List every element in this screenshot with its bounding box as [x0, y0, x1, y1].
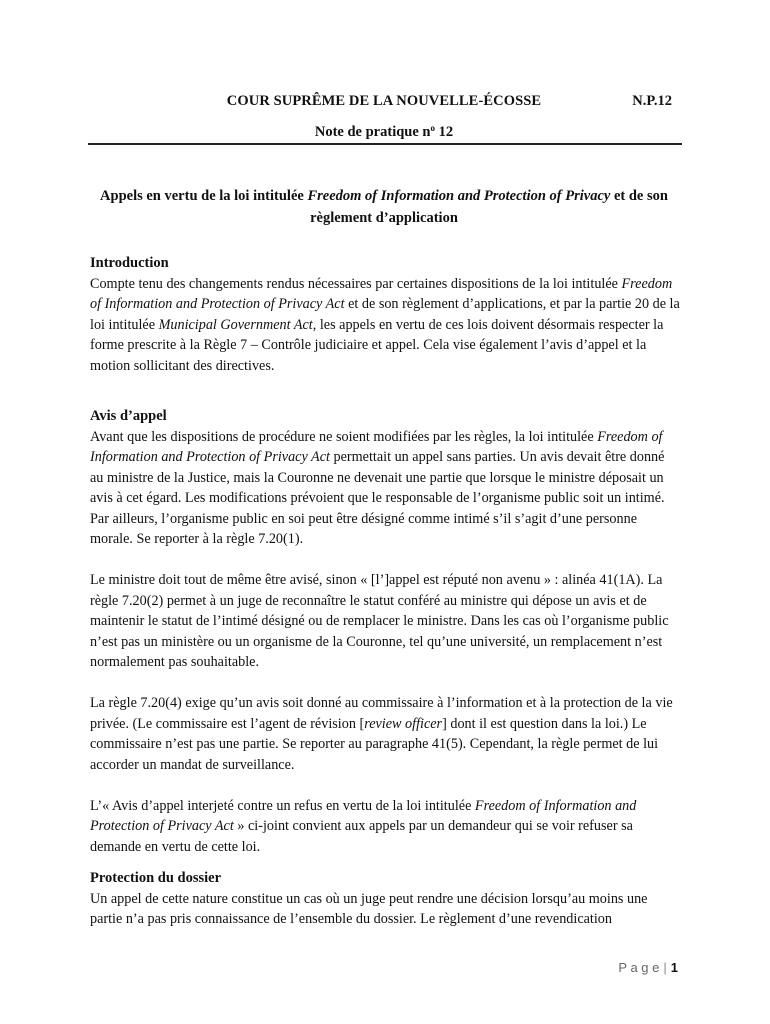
italic-run: Freedom of Information and Protection of Privacy Act [90, 428, 663, 465]
section-introduction [90, 253, 680, 376]
italic-run: Municipal Government Act [158, 316, 313, 333]
text-run: La règle 7.20(4) exige qu’un avis soit donné au commissaire à l’information et à la protection de la vie privée. (Le commissaire est l’agent de révision [ [90, 695, 673, 732]
paragraph [90, 427, 680, 550]
text-run: Compte tenu des changements rendus nécessaires par certaines dispositions de la loi intitulée [90, 275, 622, 292]
italic-run: Freedom of Information and Protection of Privacy Act [90, 275, 673, 312]
text-run: permettait un appel sans parties. Un avis devait être donné au ministre de la Justice, mais la Couronne ne devenait une partie que lorsque le ministre déposait un avis à cet égard. Les modifications prévoient que le responsable de l’organisme public soit un intimé. Par ailleurs, l’organisme public en soi peut être désigné comme intimé s’il s’agit d’une personne morale. Se reporter à la règle 7.20(1). [90, 449, 665, 547]
text-run: et de son règlement d’applications, et par la partie 20 de la loi intitulée [90, 296, 680, 333]
title-act-name: Freedom of Information and Protection of Privacy [307, 188, 611, 204]
paragraph: Le ministre doit tout de même être avisé, sinon « [l’]appel est réputé non avenu » : alinéa 41(1A). La règle 7.20(2) permet à un juge de reconnaître le statut conféré au ministre qui dépose un avis et de maintenir le statut de l’intimé désigné ou de remplacer le ministre. Dans les cas où l’organisme public n’est pas un ministère ou un organisme de la Couronne, tel qu’une université, un remplacement n’est normalement pas souhaitable. [90, 572, 669, 670]
section-heading: Protection du dossier [90, 870, 222, 886]
court-name: COUR SUPRÊME DE LA NOUVELLE-ÉCOSSE [226, 93, 542, 109]
page-number: 1 [670, 960, 678, 975]
header-divider [88, 143, 682, 145]
italic-run: Freedom of Information and Protection of Privacy Act [90, 797, 637, 834]
text-run: » ci-joint convient aux appels par un demandeur qui se voir refuser sa demande en vertu de cette loi. [90, 818, 633, 855]
text-run: L’« Avis d’appel interjeté contre un refus en vertu de la loi intitulée [90, 797, 475, 814]
italic-run: review officer [364, 715, 443, 732]
practice-note-code: N.P.12 [632, 93, 672, 109]
text-run: , les appels en vertu de ces lois doivent désormais respecter la forme prescrite à la Règle 7 – Contrôle judiciaire et appel. Cela vise également l’avis d’appel et la motion sollicitant des directives. [90, 316, 664, 374]
page-separator: | [663, 960, 667, 975]
title-part-2: et de son règlement d’application [310, 188, 668, 226]
paragraph [90, 274, 680, 377]
section-heading: Avis d’appel [90, 408, 167, 424]
practice-note-superscript: o [430, 123, 435, 133]
section-heading: Introduction [90, 255, 169, 271]
text-run: ] dont il est question dans la loi.) Le commissaire n’est pas une partie. Se reporter au paragraphe 41(5). Cependant, la règle permet de lui accorder un mandat de surveillance. [90, 715, 659, 773]
document-title [90, 185, 678, 229]
practice-note-number: 12 [434, 124, 454, 140]
text-run: Avant que les dispositions de procédure ne soient modifiées par les règles, la loi intitulée [90, 428, 598, 445]
title-part-1: Appels en vertu de la loi intitulée [100, 188, 308, 204]
section-protection-dossier [90, 868, 680, 930]
header [90, 93, 678, 113]
page-footer [618, 960, 678, 975]
practice-note-prefix: Note de pratique n [314, 124, 431, 140]
paragraph [90, 693, 680, 775]
page-label: P a g e [618, 960, 660, 975]
paragraph [90, 796, 680, 858]
paragraph: Un appel de cette nature constitue un cas où un juge peut rendre une décision lorsqu’au moins une partie n’a pas pris connaissance de l’ensemble du dossier. Le règlement d’une revendication [90, 890, 648, 927]
practice-note-title [90, 123, 678, 141]
section-avis-appel [90, 406, 680, 857]
